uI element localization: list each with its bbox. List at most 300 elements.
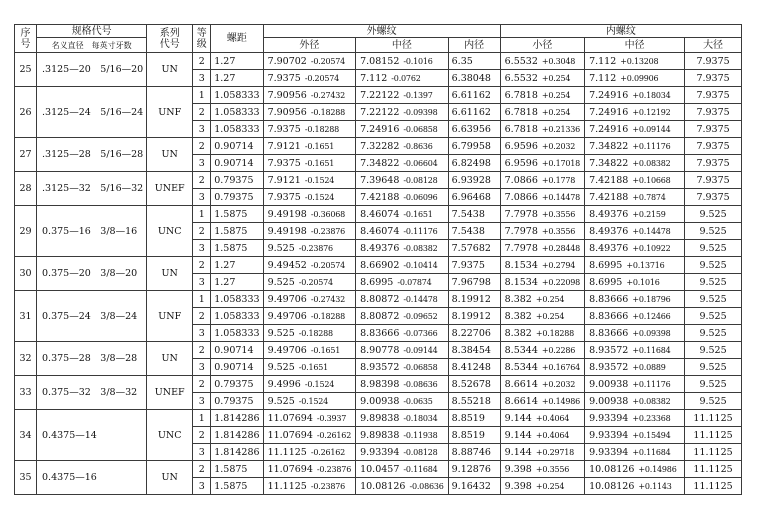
ext-major (263, 53, 356, 70)
ext-major-value: 9.49198 (267, 225, 307, 237)
ext-minor: 6.38048 (448, 70, 500, 87)
ext-pitch-value: 7.22122 (360, 106, 400, 118)
ext-major-value: 11.07694 (267, 463, 313, 475)
grade: 2 (193, 223, 211, 240)
int-pitch-deviation: +0.10668 (632, 175, 671, 185)
pitch: 1.058333 (211, 325, 263, 342)
grade: 1 (193, 206, 211, 223)
ext-major (263, 172, 356, 189)
int-pitch-deviation: +0.08382 (632, 396, 671, 406)
ext-minor: 8.52678 (448, 376, 500, 393)
int-minor-value: 8.1534 (504, 276, 538, 288)
int-pitch-value: 9.93394 (589, 446, 629, 458)
ext-pitch-value: 8.46074 (360, 225, 400, 237)
ext-major-value: 9.49706 (267, 293, 307, 305)
ext-minor: 6.61162 (448, 87, 500, 104)
ext-major-deviation: -0.20574 (304, 73, 339, 83)
spec-code: .3125—32 5/16—32 (37, 172, 147, 206)
int-pitch (585, 291, 685, 308)
row-number: 25 (15, 53, 37, 87)
ext-major (263, 376, 356, 393)
int-pitch-value: 8.49376 (589, 208, 629, 220)
grade: 2 (193, 461, 211, 478)
pitch: 0.90714 (211, 138, 263, 155)
spec-code: 0.375—16 3/8—16 (37, 206, 147, 257)
int-major: 11.1125 (685, 444, 742, 461)
int-pitch (585, 172, 685, 189)
pitch: 0.79375 (211, 172, 263, 189)
int-major: 7.9375 (685, 53, 742, 70)
ext-pitch-value: 7.24916 (360, 123, 400, 135)
ext-major (263, 427, 356, 444)
int-pitch-value: 7.34822 (589, 140, 629, 152)
int-pitch (585, 308, 685, 325)
ext-major-value: 11.07694 (267, 412, 313, 424)
ext-pitch-deviation: -0.08382 (403, 243, 438, 253)
int-pitch (585, 274, 685, 291)
int-major: 11.1125 (685, 410, 742, 427)
int-minor-deviation: +0.254 (535, 294, 565, 304)
table-row (15, 342, 742, 359)
ext-pitch-value: 8.93572 (360, 361, 400, 373)
grade: 2 (193, 376, 211, 393)
int-major: 9.525 (685, 274, 742, 291)
int-pitch-value: 8.83666 (589, 310, 629, 322)
pitch: 1.814286 (211, 410, 263, 427)
ext-pitch-deviation: -0.1651 (403, 209, 433, 219)
ext-pitch (356, 172, 449, 189)
int-pitch (585, 376, 685, 393)
table-row (15, 410, 742, 427)
thread-spec-table (14, 24, 742, 495)
int-minor-deviation: +0.17018 (541, 158, 581, 168)
ext-pitch (356, 257, 449, 274)
int-minor-value: 6.7818 (504, 123, 538, 135)
ext-pitch (356, 342, 449, 359)
int-minor-value: 8.6614 (504, 395, 538, 407)
int-minor-deviation: +0.254 (541, 90, 571, 100)
header-internal: 内螺纹 (500, 25, 741, 38)
int-pitch-deviation: +0.09398 (632, 328, 671, 338)
ext-major-deviation: -0.27432 (310, 90, 346, 100)
int-minor-value: 8.5344 (504, 344, 538, 356)
ext-major-value: 7.9375 (267, 191, 301, 203)
pitch: 1.27 (211, 274, 263, 291)
int-major: 9.525 (685, 206, 742, 223)
int-pitch-deviation: +0.2159 (632, 209, 666, 219)
ext-pitch (356, 291, 449, 308)
ext-pitch-deviation: -0.11684 (403, 464, 438, 474)
ext-pitch-value: 9.93394 (360, 446, 400, 458)
ext-major (263, 223, 356, 240)
int-pitch-value: 8.49376 (589, 242, 629, 254)
int-minor-deviation: +0.1778 (541, 175, 576, 185)
int-major: 11.1125 (685, 478, 742, 495)
ext-major-deviation: -0.18288 (304, 124, 339, 134)
ext-major-deviation: -0.18288 (310, 107, 346, 117)
ext-minor: 7.5438 (448, 206, 500, 223)
ext-major-deviation: -0.1651 (304, 141, 335, 151)
ext-pitch-deviation: -0.10414 (403, 260, 438, 270)
int-minor (500, 461, 584, 478)
int-minor (500, 121, 584, 138)
int-minor (500, 240, 584, 257)
int-pitch-deviation: +0.1016 (626, 277, 660, 287)
int-pitch (585, 325, 685, 342)
int-pitch-value: 7.42188 (589, 191, 629, 203)
int-pitch-deviation: +0.09906 (620, 73, 659, 83)
int-minor-deviation: +0.254 (535, 311, 565, 321)
int-minor-deviation: +0.2032 (541, 379, 576, 389)
grade: 3 (193, 155, 211, 172)
ext-major-deviation: -0.23876 (316, 464, 352, 474)
int-pitch-value: 7.24916 (589, 123, 629, 135)
int-pitch-value: 7.112 (589, 72, 617, 84)
header-int-minor: 小径 (500, 38, 584, 53)
grade: 3 (193, 121, 211, 138)
ext-pitch-deviation: -0.06858 (403, 124, 438, 134)
int-minor-deviation: +0.21336 (541, 124, 581, 134)
grade: 3 (193, 393, 211, 410)
table-row (15, 206, 742, 223)
int-pitch-deviation: +0.0889 (632, 362, 666, 372)
ext-major (263, 410, 356, 427)
ext-pitch-deviation: -0.14478 (403, 294, 438, 304)
ext-major-value: 9.525 (267, 361, 295, 373)
header-spec: 规格代号 (37, 25, 147, 38)
table-row (15, 87, 742, 104)
grade: 3 (193, 444, 211, 461)
int-major: 7.9375 (685, 104, 742, 121)
ext-major-value: 9.49198 (267, 208, 307, 220)
int-pitch (585, 427, 685, 444)
int-pitch-value: 7.112 (589, 55, 617, 67)
int-major: 9.525 (685, 325, 742, 342)
ext-major-value: 7.90956 (267, 89, 307, 101)
ext-major-deviation: -0.27432 (310, 294, 346, 304)
header-no: 序 号 (15, 25, 37, 53)
ext-minor: 6.93928 (448, 172, 500, 189)
ext-major (263, 104, 356, 121)
ext-pitch (356, 206, 449, 223)
int-pitch-deviation: +0.11176 (632, 141, 671, 151)
ext-major (263, 189, 356, 206)
ext-minor: 8.88746 (448, 444, 500, 461)
ext-major-value: 7.90956 (267, 106, 307, 118)
int-minor (500, 155, 584, 172)
ext-minor: 7.57682 (448, 240, 500, 257)
ext-major-deviation: -0.20574 (298, 277, 333, 287)
int-minor (500, 257, 584, 274)
int-pitch-deviation: +0.12466 (632, 311, 671, 321)
ext-minor: 9.16432 (448, 478, 500, 495)
ext-major-deviation: -0.23876 (310, 481, 346, 491)
ext-minor: 6.79958 (448, 138, 500, 155)
int-major: 7.9375 (685, 87, 742, 104)
ext-minor: 8.41248 (448, 359, 500, 376)
ext-minor: 7.5438 (448, 223, 500, 240)
row-number: 26 (15, 87, 37, 138)
pitch: 1.058333 (211, 104, 263, 121)
ext-pitch (356, 240, 449, 257)
ext-major-deviation: -0.1651 (298, 362, 329, 372)
int-minor-value: 7.7978 (504, 242, 538, 254)
pitch: 0.90714 (211, 155, 263, 172)
int-pitch-value: 8.49376 (589, 225, 629, 237)
int-major: 11.1125 (685, 427, 742, 444)
ext-pitch-deviation: -0.11176 (403, 226, 438, 236)
ext-pitch (356, 444, 449, 461)
series-code: UNC (147, 206, 193, 257)
ext-major-value: 9.49706 (267, 344, 307, 356)
int-major: 7.9375 (685, 138, 742, 155)
ext-minor: 8.19912 (448, 291, 500, 308)
int-major: 7.9375 (685, 121, 742, 138)
grade: 3 (193, 325, 211, 342)
int-minor (500, 274, 584, 291)
int-minor-value: 6.7818 (504, 89, 538, 101)
int-minor (500, 189, 584, 206)
ext-pitch-value: 9.00938 (360, 395, 400, 407)
int-minor (500, 393, 584, 410)
int-major: 9.525 (685, 223, 742, 240)
ext-major-deviation: -0.1524 (298, 396, 329, 406)
int-minor-value: 6.9596 (504, 157, 538, 169)
int-pitch-deviation: +0.23368 (632, 413, 671, 423)
pitch: 1.5875 (211, 223, 263, 240)
header-series: 系列 代号 (147, 25, 193, 53)
int-minor-deviation: +0.3048 (541, 56, 576, 66)
ext-major-value: 9.525 (267, 276, 295, 288)
ext-pitch-value: 7.08152 (360, 55, 400, 67)
int-minor-deviation: +0.4064 (535, 430, 570, 440)
ext-pitch-deviation: -0.11938 (403, 430, 438, 440)
int-pitch (585, 104, 685, 121)
ext-pitch-deviation: -0.09144 (403, 345, 438, 355)
ext-major (263, 444, 356, 461)
int-minor-value: 7.0866 (504, 174, 538, 186)
int-pitch-deviation: +0.18796 (632, 294, 671, 304)
int-minor-value: 7.7978 (504, 225, 538, 237)
int-major: 9.525 (685, 240, 742, 257)
ext-major (263, 155, 356, 172)
ext-major (263, 478, 356, 495)
row-number: 28 (15, 172, 37, 206)
ext-major-deviation: -0.23876 (310, 226, 346, 236)
row-number: 31 (15, 291, 37, 342)
int-major: 9.525 (685, 393, 742, 410)
series-code: UNF (147, 291, 193, 342)
int-minor (500, 206, 584, 223)
ext-major-deviation: -0.23876 (298, 243, 333, 253)
series-code: UNF (147, 87, 193, 138)
int-major: 9.525 (685, 376, 742, 393)
ext-minor: 8.8519 (448, 427, 500, 444)
int-pitch-value: 8.93572 (589, 361, 629, 373)
int-pitch (585, 121, 685, 138)
pitch: 0.90714 (211, 342, 263, 359)
int-minor-deviation: +0.18288 (535, 328, 575, 338)
ext-pitch (356, 359, 449, 376)
ext-major-deviation: -0.1524 (304, 175, 335, 185)
int-minor-deviation: +0.14478 (541, 192, 581, 202)
ext-major-deviation: -0.1524 (304, 379, 335, 389)
int-minor-value: 8.5344 (504, 361, 538, 373)
int-pitch (585, 257, 685, 274)
ext-pitch-value: 9.89838 (360, 429, 400, 441)
int-minor (500, 308, 584, 325)
int-minor-deviation: +0.2286 (541, 345, 576, 355)
ext-pitch (356, 410, 449, 427)
grade: 1 (193, 291, 211, 308)
int-minor (500, 104, 584, 121)
int-minor-deviation: +0.29718 (535, 447, 575, 457)
int-pitch-deviation: +0.14986 (638, 464, 677, 474)
ext-pitch-deviation: -0.08636 (403, 379, 438, 389)
int-minor-value: 9.144 (504, 412, 532, 424)
series-code: UNEF (147, 376, 193, 410)
ext-minor: 6.61162 (448, 104, 500, 121)
ext-pitch (356, 121, 449, 138)
int-pitch-deviation: +0.10922 (632, 243, 671, 253)
int-pitch-deviation: +0.1143 (638, 481, 672, 491)
ext-major-deviation: -0.26162 (316, 430, 352, 440)
header-pitch: 螺距 (211, 25, 263, 53)
ext-pitch (356, 325, 449, 342)
int-pitch-value: 9.93394 (589, 429, 629, 441)
grade: 3 (193, 189, 211, 206)
int-minor (500, 325, 584, 342)
spec-code: 0.4375—14 (37, 410, 147, 461)
grade: 2 (193, 138, 211, 155)
int-major: 9.525 (685, 257, 742, 274)
ext-pitch-deviation: -0.1016 (403, 56, 433, 66)
pitch: 0.79375 (211, 393, 263, 410)
ext-pitch (356, 274, 449, 291)
int-pitch (585, 393, 685, 410)
grade: 2 (193, 257, 211, 274)
grade: 3 (193, 359, 211, 376)
ext-pitch (356, 376, 449, 393)
ext-pitch (356, 87, 449, 104)
int-minor-deviation: +0.254 (535, 481, 565, 491)
int-minor-deviation: +0.3556 (541, 226, 576, 236)
pitch: 1.058333 (211, 121, 263, 138)
ext-pitch (356, 427, 449, 444)
int-minor-value: 9.398 (504, 463, 532, 475)
int-minor-value: 8.1534 (504, 259, 538, 271)
pitch: 1.5875 (211, 206, 263, 223)
int-minor-value: 9.144 (504, 429, 532, 441)
ext-pitch-value: 8.98398 (360, 378, 400, 390)
ext-pitch (356, 189, 449, 206)
ext-minor: 8.38454 (448, 342, 500, 359)
ext-pitch-value: 8.80872 (360, 310, 400, 322)
int-pitch-value: 9.93394 (589, 412, 629, 424)
ext-minor: 6.96468 (448, 189, 500, 206)
grade: 2 (193, 53, 211, 70)
ext-major-deviation: -0.1651 (310, 345, 341, 355)
int-minor (500, 342, 584, 359)
int-minor-value: 6.9596 (504, 140, 538, 152)
ext-major (263, 325, 356, 342)
int-minor-value: 6.5532 (504, 55, 538, 67)
pitch: 1.5875 (211, 240, 263, 257)
ext-major (263, 291, 356, 308)
int-pitch-value: 8.93572 (589, 344, 629, 356)
ext-pitch-deviation: -0.07874 (397, 277, 432, 287)
grade: 2 (193, 172, 211, 189)
ext-pitch-deviation: -0.08128 (403, 175, 438, 185)
ext-pitch-deviation: -0.09398 (403, 107, 438, 117)
ext-pitch (356, 223, 449, 240)
ext-major-value: 7.90702 (267, 55, 307, 67)
grade: 1 (193, 410, 211, 427)
ext-minor: 8.8519 (448, 410, 500, 427)
int-minor-deviation: +0.14986 (541, 396, 581, 406)
int-pitch (585, 206, 685, 223)
ext-major (263, 121, 356, 138)
ext-minor: 7.9375 (448, 257, 500, 274)
ext-major (263, 461, 356, 478)
int-pitch (585, 155, 685, 172)
int-minor (500, 223, 584, 240)
ext-minor: 6.63956 (448, 121, 500, 138)
int-minor-deviation: +0.22098 (541, 277, 581, 287)
int-pitch (585, 461, 685, 478)
int-pitch-deviation: +0.15494 (632, 430, 671, 440)
ext-major-value: 7.9375 (267, 123, 301, 135)
ext-pitch-value: 7.34822 (360, 157, 400, 169)
spec-code: .3125—24 5/16—24 (37, 87, 147, 138)
int-major: 7.9375 (685, 172, 742, 189)
row-number: 30 (15, 257, 37, 291)
ext-pitch-deviation: -0.8636 (403, 141, 433, 151)
pitch: 1.814286 (211, 427, 263, 444)
ext-minor: 8.55218 (448, 393, 500, 410)
pitch: 0.90714 (211, 359, 263, 376)
row-number: 34 (15, 410, 37, 461)
int-pitch-value: 9.00938 (589, 395, 629, 407)
int-major: 9.525 (685, 359, 742, 376)
ext-major (263, 240, 356, 257)
pitch: 1.814286 (211, 444, 263, 461)
int-pitch-value: 8.6995 (589, 259, 623, 271)
int-minor (500, 87, 584, 104)
header-ext-pitch: 中径 (356, 38, 449, 53)
pitch: 1.5875 (211, 478, 263, 495)
header-int-major: 大径 (685, 38, 742, 53)
ext-major-deviation: -0.26162 (310, 447, 346, 457)
row-number: 27 (15, 138, 37, 172)
header-ext-minor: 内径 (448, 38, 500, 53)
ext-pitch-value: 8.80872 (360, 293, 400, 305)
ext-pitch-deviation: -0.09652 (403, 311, 438, 321)
pitch: 1.058333 (211, 291, 263, 308)
ext-major (263, 138, 356, 155)
int-major: 7.9375 (685, 155, 742, 172)
pitch: 1.27 (211, 70, 263, 87)
spec-code: 0.375—20 3/8—20 (37, 257, 147, 291)
int-minor (500, 410, 584, 427)
int-minor-deviation: +0.16764 (541, 362, 581, 372)
ext-major (263, 308, 356, 325)
int-pitch-value: 10.08126 (589, 463, 635, 475)
int-pitch (585, 70, 685, 87)
int-pitch-deviation: +0.13208 (620, 56, 659, 66)
pitch: 1.058333 (211, 87, 263, 104)
int-pitch-deviation: +0.14478 (632, 226, 671, 236)
